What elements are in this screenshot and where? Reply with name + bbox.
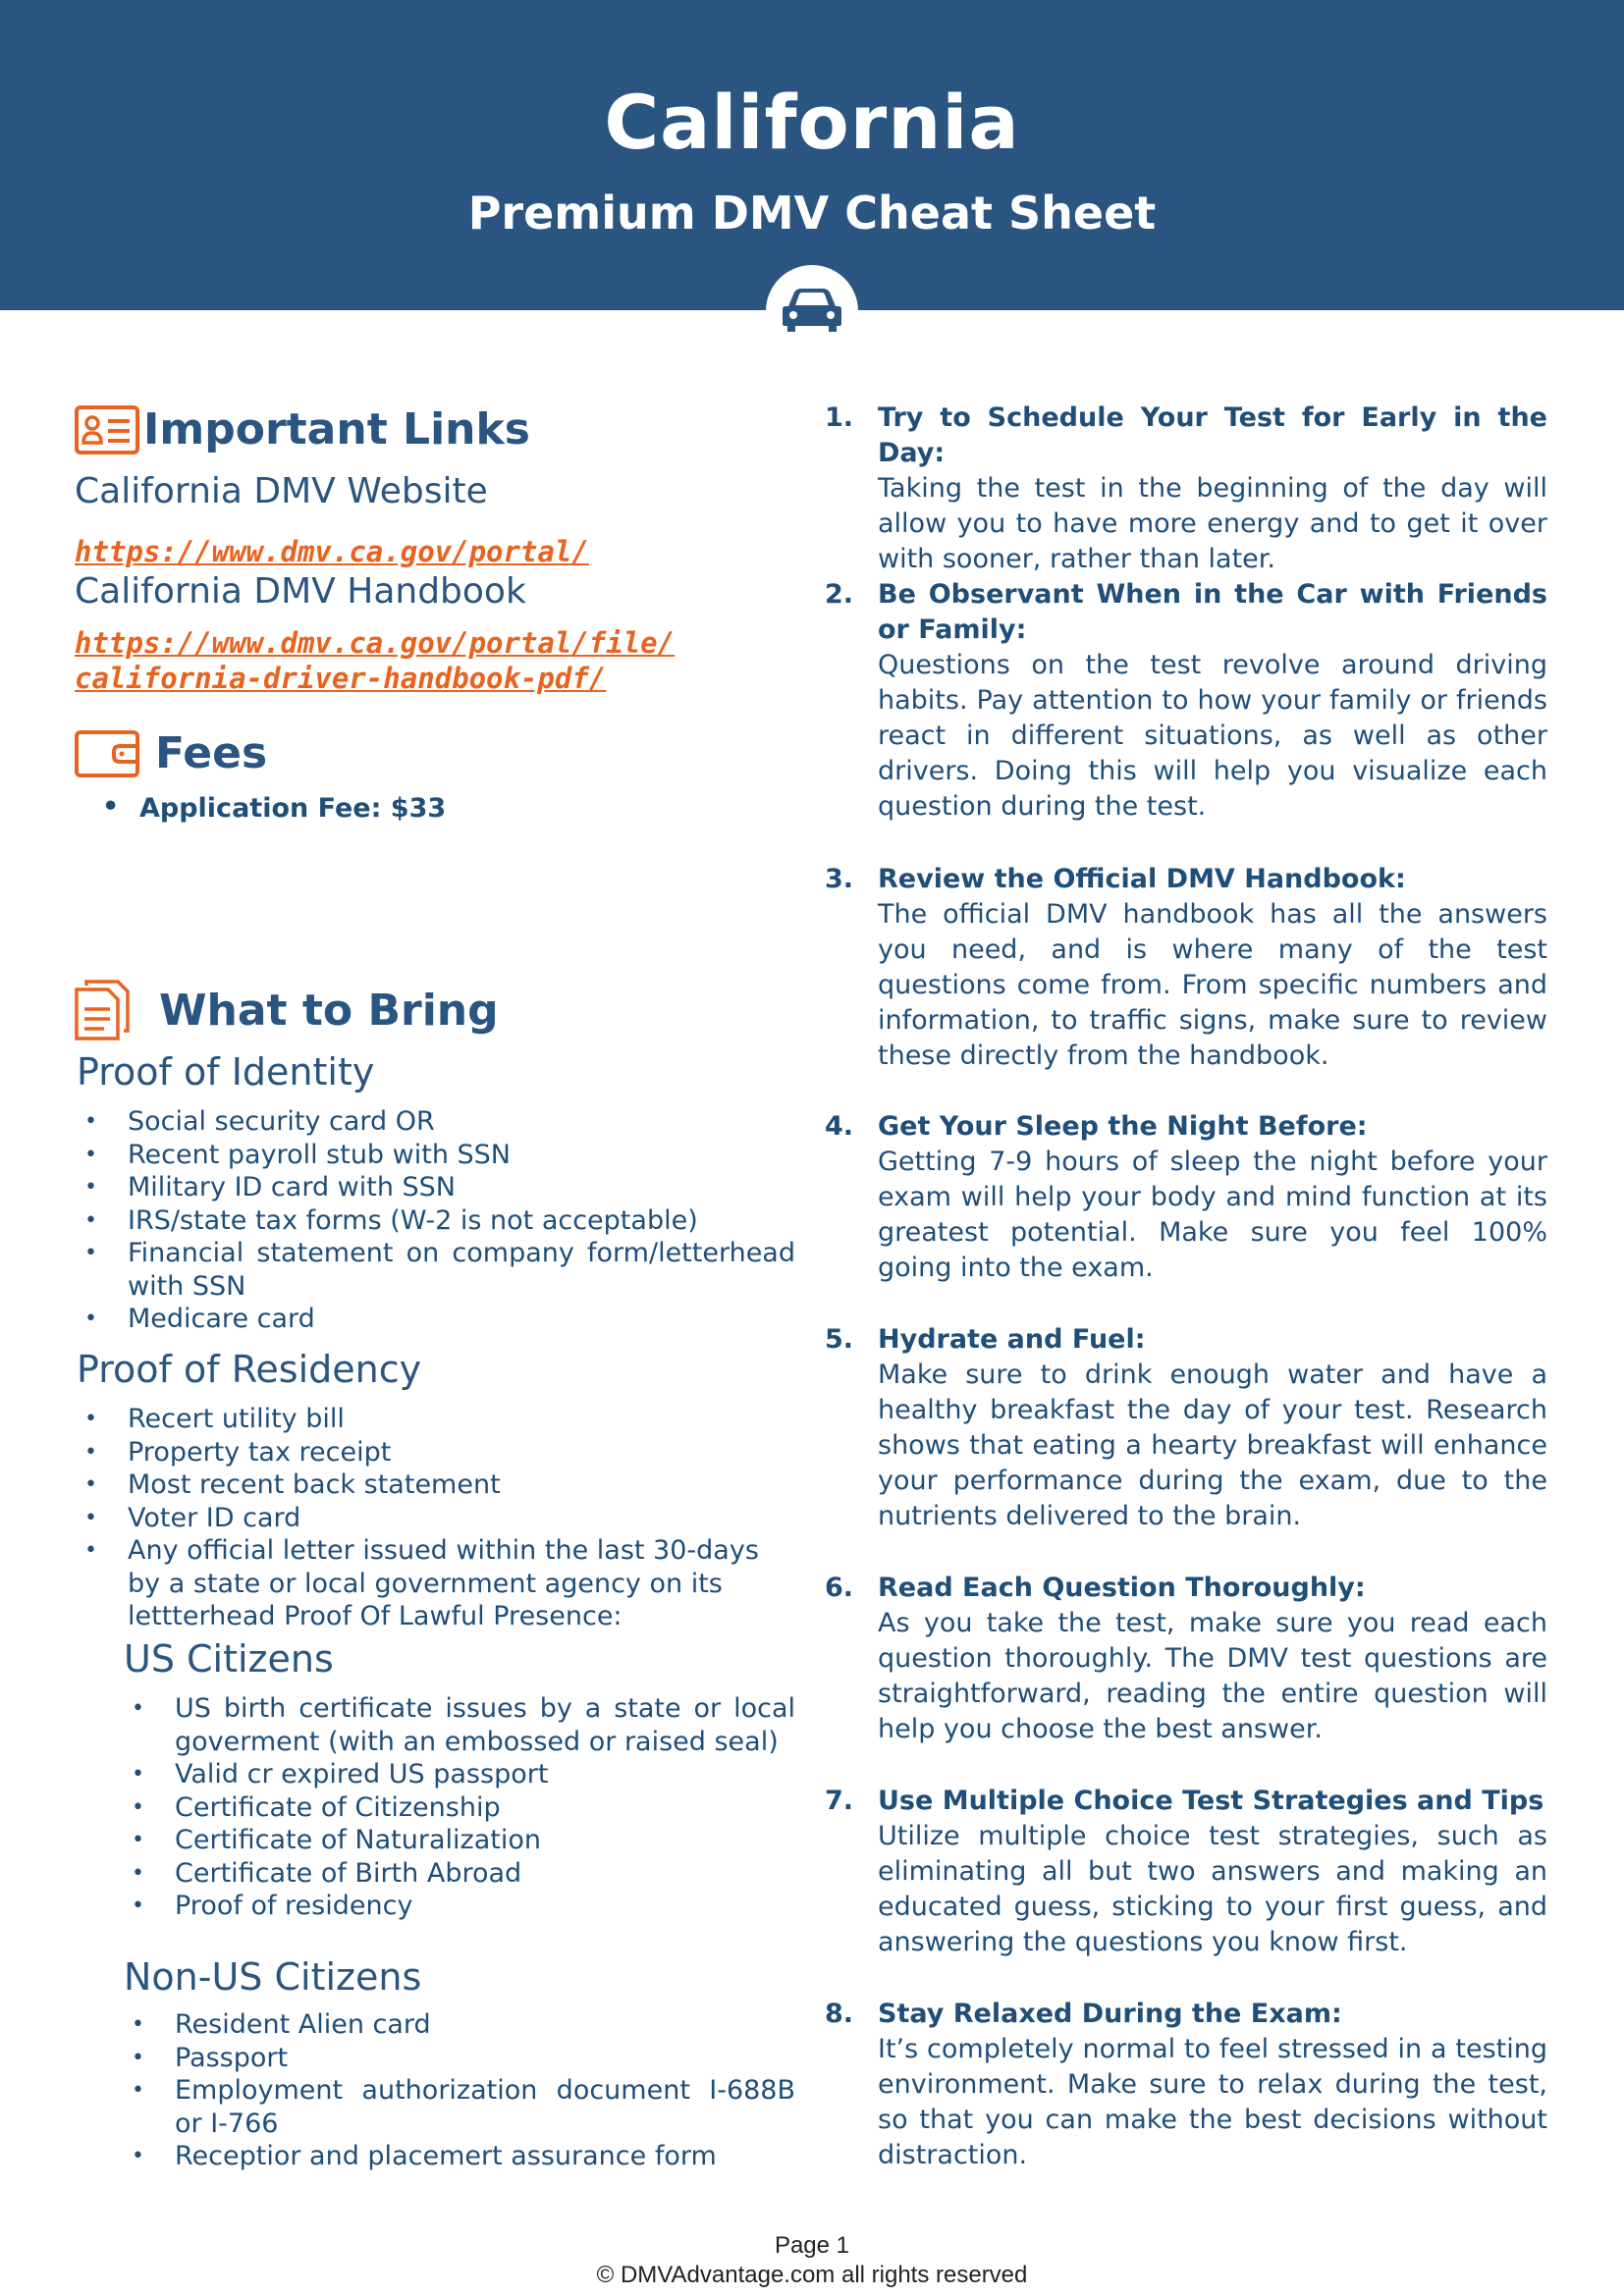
tip-body: It’s completely normal to feel stressed in a testing environment. Make sure to relax during the test, so that you can make the best decisions without distraction.: [878, 2034, 1547, 2170]
list-item: • Certificate of Naturalization: [128, 1824, 795, 1857]
list-item: • Medicare card: [81, 1303, 795, 1336]
dmv-website-link[interactable]: https://www.dmv.ca.gov/portal/: [75, 535, 589, 568]
tip-title: Use Multiple Choice Test Strategies and Tips: [878, 1786, 1544, 1816]
list-item: • US birth certificate issues by a state or local goverment (with an embossed or raised seal): [128, 1692, 795, 1758]
tip-title: Read Each Question Thoroughly:: [878, 1573, 1366, 1603]
tip-1: [825, 400, 1547, 577]
copyright-text: © DMVAdvantage.com all rights reserved: [596, 2262, 1028, 2288]
fees-heading: [75, 728, 267, 778]
tip-body: The official DMV handbook has all the answers you need, and is where many of the test questions come from. From specific numbers and information, to traffic signs, make sure to review these directly from the handbook.: [878, 899, 1547, 1071]
document-icon: [75, 980, 130, 1041]
tip-number: 5.: [825, 1324, 854, 1355]
tip-body: Utilize multiple choice test strategies, such as eliminating all but two answers and making an educated guess, sticking to your first guess, and answering the questions you know first.: [878, 1821, 1547, 1957]
list-item: • Valid cr expired US passport: [128, 1758, 795, 1791]
tip-number: 3.: [825, 864, 854, 894]
list-item: • Any official letter issued within the last 30-days by a state or local government agency on its lettterhead Proof Of Lawful Presence:: [81, 1534, 795, 1633]
list-item: • Social security card OR: [81, 1105, 795, 1139]
dmv-handbook-label: California DMV Handbook: [75, 571, 526, 612]
proof-of-residency-list: [81, 1403, 795, 1633]
tip-number: 2.: [825, 579, 854, 610]
tip-3: [825, 862, 1547, 1074]
list-item: • Recent payroll stub with SSN: [81, 1139, 795, 1172]
list-item: • Certificate of Birth Abroad: [128, 1857, 795, 1891]
list-item: • Voter ID card: [81, 1502, 795, 1535]
list-item: • Certificate of Citizenship: [128, 1791, 795, 1825]
tip-6: [825, 1571, 1547, 1747]
tip-8: [825, 1997, 1547, 2173]
non-us-citizens-list: [128, 2008, 795, 2173]
important-links-title: Important Links: [143, 404, 530, 454]
page-subtitle: Premium DMV Cheat Sheet: [467, 187, 1157, 240]
tip-body: Getting 7-9 hours of sleep the night before your exam will help your body and mind function at its greatest potential. Make sure you feel 100% going into the exam.: [878, 1147, 1547, 1283]
tip-title: Stay Relaxed During the Exam:: [878, 1999, 1342, 2029]
fee-item-text: Application Fee: $33: [139, 793, 447, 824]
what-to-bring-title: What to Bring: [159, 985, 499, 1036]
list-item: • Most recent back statement: [81, 1468, 795, 1502]
list-item: • IRS/state tax forms (W-2 is not acceptable): [81, 1204, 795, 1238]
tip-number: 8.: [825, 1999, 854, 2029]
tip-4: [825, 1109, 1547, 1286]
tip-number: 6.: [825, 1573, 854, 1603]
what-to-bring-heading: [75, 980, 499, 1041]
list-item: • Property tax receipt: [81, 1436, 795, 1469]
tip-title: Review the Official DMV Handbook:: [878, 864, 1406, 894]
fee-item: [106, 793, 446, 824]
proof-of-residency-title: Proof of Residency: [77, 1348, 422, 1391]
list-item: • Recert utility bill: [81, 1403, 795, 1436]
tip-5: [825, 1322, 1547, 1534]
list-item: • Employment authorization document I-688B or I-766: [128, 2074, 795, 2140]
important-links-heading: [75, 404, 530, 454]
tip-7: [825, 1784, 1547, 1960]
tip-number: 7.: [825, 1786, 854, 1816]
dmv-website-label: California DMV Website: [75, 471, 488, 511]
tip-number: 1.: [825, 402, 854, 433]
non-us-citizens-title: Non-US Citizens: [124, 1955, 422, 1999]
header-banner: [0, 0, 1624, 310]
fees-title: Fees: [155, 728, 268, 778]
page-number: Page 1: [774, 2232, 850, 2259]
list-item: • Proof of residency: [128, 1890, 795, 1923]
tip-number: 4.: [825, 1111, 854, 1142]
dmv-handbook-link-line1[interactable]: https://www.dmv.ca.gov/portal/file/: [75, 626, 676, 660]
tip-title: Hydrate and Fuel:: [878, 1324, 1146, 1355]
dmv-handbook-link-line2[interactable]: california-driver-handbook-pdf/: [75, 662, 607, 695]
tip-body: Taking the test in the beginning of the day will allow you to have more energy and to get it over with sooner, rather than later.: [878, 473, 1547, 574]
list-item: • Passport: [128, 2042, 795, 2075]
us-citizens-title: US Citizens: [124, 1637, 334, 1681]
tip-title: Be Observant When in the Car with Friends or Family:: [878, 579, 1547, 645]
proof-of-identity-list: [81, 1105, 795, 1336]
car-icon: [782, 287, 842, 334]
tip-body: Questions on the test revolve around driving habits. Pay attention to how your family or friends react in different situations, as well as other drivers. Doing this will help you visualize each question during the test.: [878, 650, 1547, 822]
tip-title: Try to Schedule Your Test for Early in the Day:: [878, 402, 1547, 468]
list-item: • Military ID card with SSN: [81, 1171, 795, 1204]
proof-of-identity-title: Proof of Identity: [77, 1050, 375, 1094]
tip-2: [825, 577, 1547, 825]
list-item: • Resident Alien card: [128, 2008, 795, 2042]
car-badge: [766, 265, 858, 357]
wallet-icon: [75, 730, 139, 777]
id-card-icon: [75, 405, 139, 454]
us-citizens-list: [128, 1692, 795, 1923]
list-item: • Receptior and placemert assurance form: [128, 2140, 795, 2173]
list-item: • Financial statement on company form/letterhead with SSN: [81, 1237, 795, 1303]
tip-body: As you take the test, make sure you read each question thoroughly. The DMV test questions are straightforward, reading the entire question will help you choose the best answer.: [878, 1608, 1547, 1744]
page-title: California: [604, 79, 1020, 166]
tip-body: Make sure to drink enough water and have a healthy breakfast the day of your test. Research shows that eating a hearty breakfast will enhance your performance during the exam, due to the nutrients delivered to the brain.: [878, 1360, 1547, 1531]
tip-title: Get Your Sleep the Night Before:: [878, 1111, 1368, 1142]
